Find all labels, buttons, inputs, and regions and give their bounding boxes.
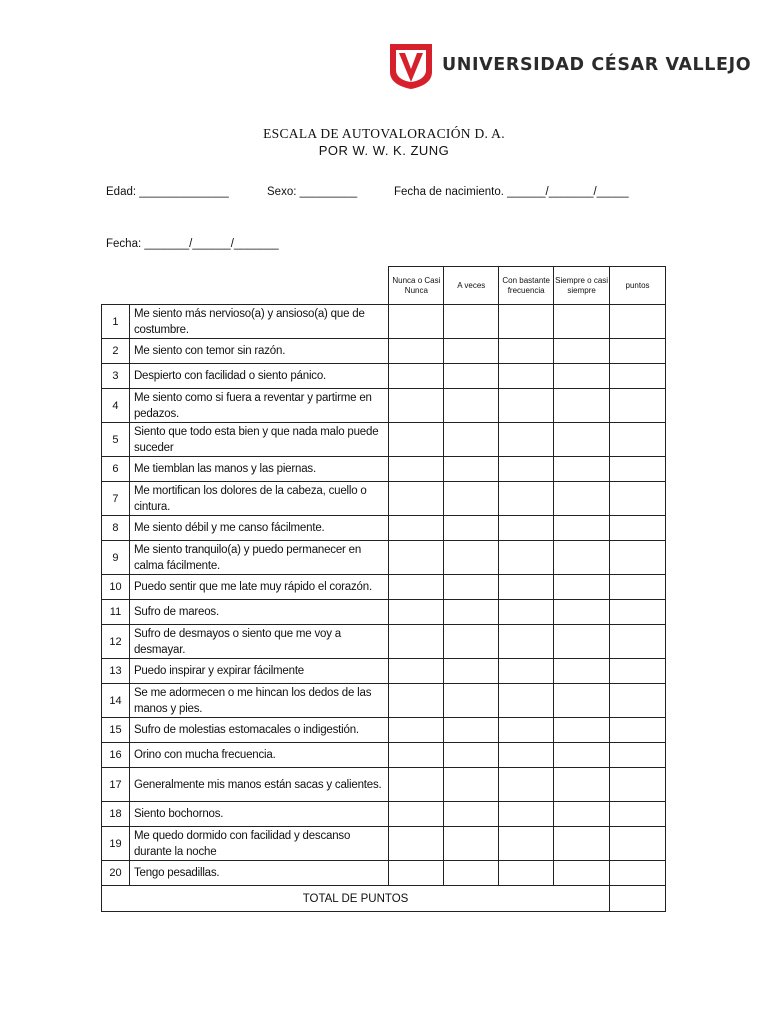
table-row	[102, 600, 666, 625]
response-cell[interactable]	[444, 625, 499, 659]
item-text: Orino con mucha frecuencia.	[129, 743, 388, 768]
table-row	[102, 861, 666, 886]
response-cell[interactable]	[444, 457, 499, 482]
response-cell[interactable]	[444, 482, 499, 516]
item-number: 19	[102, 827, 130, 861]
response-cell[interactable]	[389, 389, 444, 423]
response-cell[interactable]	[610, 659, 666, 684]
column-header: Con bastante frecuencia	[499, 267, 554, 305]
response-cell[interactable]	[499, 364, 554, 389]
table-row	[102, 457, 666, 482]
item-number: 17	[102, 768, 130, 802]
fecha-nacimiento-field: Fecha de nacimiento. ______/_______/_____	[394, 186, 629, 198]
item-number: 16	[102, 743, 130, 768]
response-cell[interactable]	[610, 802, 666, 827]
response-cell[interactable]	[554, 625, 610, 659]
response-cell[interactable]	[554, 516, 610, 541]
table-row	[102, 625, 666, 659]
response-cell[interactable]	[554, 457, 610, 482]
table-row	[102, 743, 666, 768]
total-label: TOTAL DE PUNTOS	[102, 886, 610, 912]
response-cell[interactable]	[610, 718, 666, 743]
item-number: 2	[102, 339, 130, 364]
response-cell[interactable]	[554, 743, 610, 768]
item-number: 20	[102, 861, 130, 886]
response-cell[interactable]	[444, 659, 499, 684]
response-cell[interactable]	[554, 684, 610, 718]
item-text: Sufro de mareos.	[129, 600, 388, 625]
response-cell[interactable]	[444, 575, 499, 600]
table-row	[102, 768, 666, 802]
response-cell[interactable]	[444, 541, 499, 575]
response-cell[interactable]	[554, 575, 610, 600]
response-cell[interactable]	[499, 802, 554, 827]
university-name: UNIVERSIDAD CÉSAR VALLEJO	[442, 55, 752, 75]
response-cell[interactable]	[610, 625, 666, 659]
item-text: Siento bochornos.	[129, 802, 388, 827]
response-cell[interactable]	[554, 802, 610, 827]
response-cell[interactable]	[444, 305, 499, 339]
document-title: ESCALA DE AUTOVALORACIÓN D. A.	[263, 126, 505, 141]
response-cell[interactable]	[610, 339, 666, 364]
response-cell[interactable]	[389, 364, 444, 389]
item-number: 13	[102, 659, 130, 684]
response-cell[interactable]	[499, 516, 554, 541]
response-cell[interactable]	[554, 482, 610, 516]
item-text: Me siento como si fuera a reventar y partirme en pedazos.	[129, 389, 388, 423]
response-cell[interactable]	[499, 389, 554, 423]
response-cell[interactable]	[499, 482, 554, 516]
response-cell[interactable]	[610, 516, 666, 541]
header-row	[102, 267, 666, 305]
item-number: 8	[102, 516, 130, 541]
item-text: Me siento más nervioso(a) y ansioso(a) que de costumbre.	[129, 305, 388, 339]
item-text: Me quedo dormido con facilidad y descanso durante la noche	[129, 827, 388, 861]
item-text: Siento que todo esta bien y que nada malo puede suceder	[129, 423, 388, 457]
response-cell[interactable]	[610, 423, 666, 457]
response-cell[interactable]	[389, 575, 444, 600]
response-cell[interactable]	[389, 718, 444, 743]
response-cell[interactable]	[389, 457, 444, 482]
table-row	[102, 305, 666, 339]
response-cell[interactable]	[444, 423, 499, 457]
item-text: Sufro de molestias estomacales o indigestión.	[129, 718, 388, 743]
item-text: Generalmente mis manos están sacas y calientes.	[129, 768, 388, 802]
response-cell[interactable]	[610, 743, 666, 768]
response-cell[interactable]	[499, 861, 554, 886]
item-number: 6	[102, 457, 130, 482]
response-cell[interactable]	[499, 423, 554, 457]
scale-table	[101, 266, 666, 912]
response-cell[interactable]	[610, 768, 666, 802]
response-cell[interactable]	[610, 575, 666, 600]
table-row	[102, 718, 666, 743]
response-cell[interactable]	[499, 827, 554, 861]
item-number: 7	[102, 482, 130, 516]
table-row	[102, 575, 666, 600]
response-cell[interactable]	[499, 575, 554, 600]
response-cell[interactable]	[554, 861, 610, 886]
response-cell[interactable]	[499, 768, 554, 802]
edad-field: Edad: ______________	[106, 186, 229, 198]
response-cell[interactable]	[499, 659, 554, 684]
response-cell[interactable]	[389, 768, 444, 802]
university-shield-icon	[388, 42, 434, 90]
item-number: 10	[102, 575, 130, 600]
item-number: 3	[102, 364, 130, 389]
item-text: Me siento débil y me canso fácilmente.	[129, 516, 388, 541]
item-text: Despierto con facilidad o siento pánico.	[129, 364, 388, 389]
item-number: 18	[102, 802, 130, 827]
item-number: 12	[102, 625, 130, 659]
total-points-cell[interactable]	[610, 886, 666, 912]
fecha-field: Fecha: _______/______/_______	[106, 238, 279, 250]
document-subtitle: POR W. W. K. ZUNG	[318, 143, 450, 158]
item-text: Puedo sentir que me late muy rápido el corazón.	[129, 575, 388, 600]
item-number: 15	[102, 718, 130, 743]
response-cell[interactable]	[554, 305, 610, 339]
table-row	[102, 364, 666, 389]
response-cell[interactable]	[389, 659, 444, 684]
column-header: Nunca o Casi Nunca	[389, 267, 444, 305]
header-blank	[102, 267, 389, 305]
response-cell[interactable]	[554, 541, 610, 575]
response-cell[interactable]	[444, 339, 499, 364]
response-cell[interactable]	[389, 600, 444, 625]
response-cell[interactable]	[499, 305, 554, 339]
response-cell[interactable]	[554, 768, 610, 802]
item-number: 4	[102, 389, 130, 423]
sexo-field: Sexo: _________	[267, 186, 358, 198]
response-cell[interactable]	[610, 457, 666, 482]
table-row	[102, 827, 666, 861]
response-cell[interactable]	[554, 659, 610, 684]
response-cell[interactable]	[610, 684, 666, 718]
table-row	[102, 541, 666, 575]
response-cell[interactable]	[389, 482, 444, 516]
response-cell[interactable]	[554, 827, 610, 861]
response-cell[interactable]	[499, 339, 554, 364]
table-row	[102, 684, 666, 718]
response-cell[interactable]	[444, 768, 499, 802]
response-cell[interactable]	[444, 364, 499, 389]
response-cell[interactable]	[444, 718, 499, 743]
response-cell[interactable]	[389, 743, 444, 768]
response-cell[interactable]	[444, 802, 499, 827]
response-cell[interactable]	[444, 389, 499, 423]
response-cell[interactable]	[389, 305, 444, 339]
table-row	[102, 659, 666, 684]
item-text: Me mortifican los dolores de la cabeza, cuello o cintura.	[129, 482, 388, 516]
item-number: 11	[102, 600, 130, 625]
item-text: Puedo inspirar y expirar fácilmente	[129, 659, 388, 684]
response-cell[interactable]	[389, 339, 444, 364]
item-number: 1	[102, 305, 130, 339]
item-text: Me siento tranquilo(a) y puedo permanecer en calma fácilmente.	[129, 541, 388, 575]
response-cell[interactable]	[389, 541, 444, 575]
item-text: Tengo pesadillas.	[129, 861, 388, 886]
table-row	[102, 802, 666, 827]
response-cell[interactable]	[554, 600, 610, 625]
response-cell[interactable]	[389, 423, 444, 457]
item-number: 5	[102, 423, 130, 457]
item-text: Me siento con temor sin razón.	[129, 339, 388, 364]
table-row	[102, 482, 666, 516]
response-cell[interactable]	[554, 718, 610, 743]
response-cell[interactable]	[610, 541, 666, 575]
response-cell[interactable]	[499, 457, 554, 482]
item-text: Sufro de desmayos o siento que me voy a desmayar.	[129, 625, 388, 659]
response-cell[interactable]	[610, 482, 666, 516]
item-number: 14	[102, 684, 130, 718]
table-row	[102, 339, 666, 364]
table-row	[102, 423, 666, 457]
table-row	[102, 389, 666, 423]
response-cell[interactable]	[610, 827, 666, 861]
response-cell[interactable]	[554, 423, 610, 457]
response-cell[interactable]	[444, 516, 499, 541]
response-cell[interactable]	[444, 743, 499, 768]
column-header: puntos	[610, 267, 666, 305]
response-cell[interactable]	[389, 516, 444, 541]
response-cell[interactable]	[389, 684, 444, 718]
response-cell[interactable]	[389, 802, 444, 827]
response-cell[interactable]	[444, 827, 499, 861]
response-cell[interactable]	[610, 600, 666, 625]
total-row	[102, 886, 666, 912]
response-cell[interactable]	[499, 718, 554, 743]
response-cell[interactable]	[444, 861, 499, 886]
response-cell[interactable]	[554, 339, 610, 364]
item-text: Se me adormecen o me hincan los dedos de las manos y pies.	[129, 684, 388, 718]
response-cell[interactable]	[610, 861, 666, 886]
response-cell[interactable]	[499, 600, 554, 625]
response-cell[interactable]	[554, 389, 610, 423]
response-cell[interactable]	[499, 625, 554, 659]
response-cell[interactable]	[389, 861, 444, 886]
response-cell[interactable]	[610, 389, 666, 423]
response-cell[interactable]	[610, 364, 666, 389]
response-cell[interactable]	[499, 684, 554, 718]
response-cell[interactable]	[499, 541, 554, 575]
response-cell[interactable]	[499, 743, 554, 768]
column-header: A veces	[444, 267, 499, 305]
response-cell[interactable]	[389, 827, 444, 861]
column-header: Siempre o casi siempre	[554, 267, 610, 305]
response-cell[interactable]	[610, 305, 666, 339]
response-cell[interactable]	[554, 364, 610, 389]
table-row	[102, 516, 666, 541]
response-cell[interactable]	[444, 684, 499, 718]
item-text: Me tiemblan las manos y las piernas.	[129, 457, 388, 482]
item-number: 9	[102, 541, 130, 575]
response-cell[interactable]	[389, 625, 444, 659]
response-cell[interactable]	[444, 600, 499, 625]
